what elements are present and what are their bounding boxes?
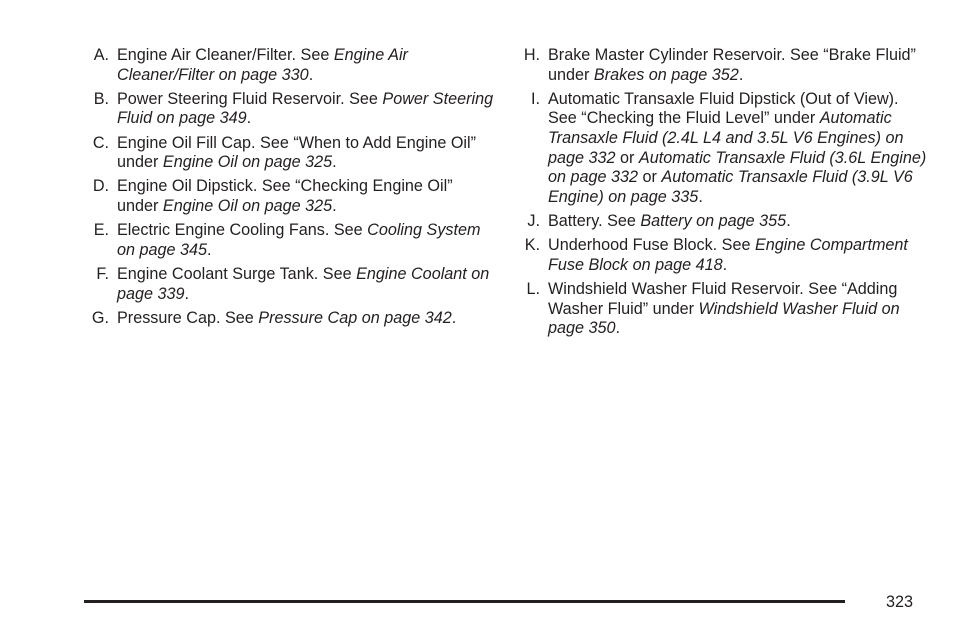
item-text-segment: Battery. See: [548, 211, 641, 230]
item-text-segment: .: [332, 196, 337, 215]
item-text-segment: .: [786, 211, 791, 230]
page-reference: Engine Coolant on page 339: [117, 264, 490, 303]
item-text-segment: Engine Air Cleaner/Filter. See: [117, 46, 334, 64]
item-text: [548, 46, 929, 85]
item-text-segment: Windshield Washer Fluid Reservoir. See “Adding Washer Fluid” under: [548, 279, 898, 318]
item-text: [117, 90, 498, 129]
page-reference: Cooling System on page 345: [117, 221, 481, 259]
item-letter: [78, 46, 109, 85]
item-letter: [78, 265, 109, 304]
item-text-segment: .: [698, 187, 703, 206]
item-letter: [78, 309, 109, 329]
item-text: [117, 309, 498, 329]
item-text-segment: Brake Master Cylinder Reservoir. See “Brake Fluid” under: [548, 46, 916, 84]
item-text-segment: or: [615, 148, 639, 167]
footer-rule: [84, 600, 845, 603]
page-reference: Engine Oil on page 325: [162, 196, 333, 215]
item-letter-text: A.: [93, 46, 109, 64]
list-item: [509, 90, 929, 208]
item-text-segment: Automatic Transaxle Fluid Dipstick (Out of View). See “Checking the Fluid Level” under: [548, 89, 899, 128]
list-item: [78, 309, 498, 329]
item-letter-text: E.: [93, 221, 109, 240]
item-letter: [78, 221, 109, 260]
item-text-segment: .: [308, 65, 314, 84]
item-letter: [509, 90, 540, 208]
page-reference: Pressure Cap on page 342: [258, 308, 452, 327]
item-text: [117, 177, 498, 216]
item-letter-text: C.: [92, 133, 109, 152]
list-item: [78, 221, 498, 260]
item-text-segment: Power Steering Fluid Reservoir. See: [117, 89, 383, 108]
item-text-segment: Electric Engine Cooling Fans. See: [117, 221, 368, 240]
page-reference: Windshield Washer Fluid on page 350: [548, 299, 900, 338]
page-reference: Automatic Transaxle Fluid (3.6L Engine) on page 332: [548, 148, 927, 187]
item-letter-text: L.: [526, 279, 540, 298]
item-text-segment: Underhood Fuse Block. See: [548, 236, 755, 255]
page-reference: Engine Air Cleaner/Filter on page 330: [117, 46, 408, 84]
item-text-segment: .: [451, 308, 457, 327]
list-item: [509, 236, 929, 275]
item-text-segment: .: [332, 153, 337, 172]
item-letter: [78, 90, 109, 129]
item-letter: [78, 134, 109, 173]
item-text-segment: Engine Coolant Surge Tank. See: [117, 264, 357, 283]
item-letter-text: K.: [524, 236, 540, 255]
item-text-segment: or: [638, 168, 662, 187]
item-text: [548, 236, 929, 275]
item-letter-text: I.: [531, 89, 540, 108]
item-text: [117, 265, 498, 304]
item-text: [548, 280, 929, 339]
item-letter-text: J.: [527, 211, 540, 230]
list-item: [78, 134, 498, 173]
list-item: [509, 212, 929, 232]
item-text-segment: Engine Oil Dipstick. See “Checking Engine Oil” under: [117, 177, 453, 215]
right-column: [509, 46, 929, 343]
item-text: [117, 134, 498, 173]
left-column: [78, 46, 498, 333]
item-text: [548, 90, 929, 208]
list-item: [78, 46, 498, 85]
page-reference: Automatic Transaxle Fluid (3.9L V6 Engine) on page 335: [548, 168, 913, 206]
item-text-segment: Engine Oil Fill Cap. See “When to Add Engine Oil” under: [117, 133, 477, 172]
list-item: [509, 46, 929, 85]
list-item: [78, 90, 498, 129]
item-text: [117, 221, 498, 260]
page-reference: Engine Oil on page 325: [162, 153, 333, 172]
item-letter-text: B.: [93, 89, 109, 108]
page-number: 323: [886, 593, 914, 611]
item-letter-text: D.: [92, 177, 109, 196]
item-text-segment: .: [184, 284, 190, 303]
list-item: [509, 280, 929, 339]
item-letter-text: H.: [523, 46, 540, 64]
list-item: [78, 265, 498, 304]
item-text-segment: .: [207, 240, 212, 259]
page-reference: Automatic Transaxle Fluid (2.4L L4 and 3.5L V6 Engines) on page 332: [548, 109, 904, 167]
item-text: [117, 46, 498, 85]
item-letter: [509, 280, 540, 339]
item-text: [548, 212, 929, 232]
item-letter: [509, 236, 540, 275]
item-letter-text: G.: [91, 308, 109, 327]
page-reference: Power Steering Fluid on page 349: [117, 89, 494, 128]
item-letter: [509, 46, 540, 85]
item-text-segment: .: [738, 65, 744, 84]
item-text-segment: .: [722, 255, 728, 274]
item-text-segment: .: [246, 109, 252, 128]
item-text-segment: .: [615, 319, 621, 338]
page-reference: Brakes on page 352: [593, 65, 739, 84]
item-letter: [78, 177, 109, 216]
item-letter: [509, 212, 540, 232]
item-letter-text: F.: [96, 264, 109, 283]
page-reference: Engine Compartment Fuse Block on page 418: [548, 236, 908, 274]
item-text-segment: Pressure Cap. See: [117, 308, 259, 327]
list-item: [78, 177, 498, 216]
page-reference: Battery on page 355: [640, 211, 787, 230]
